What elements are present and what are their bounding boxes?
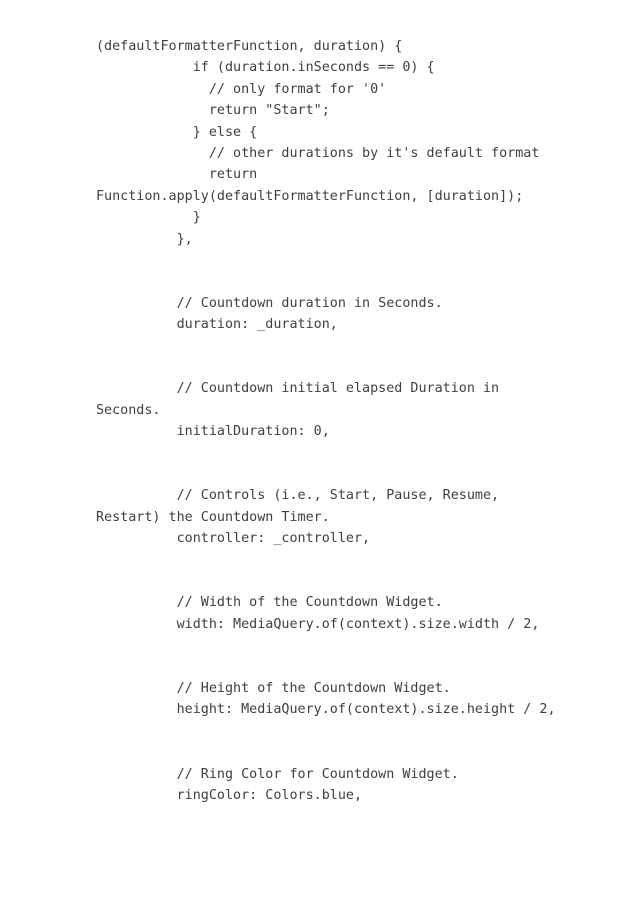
code-comment: Restart) the Countdown Timer. [96,509,330,525]
code-line: return "Start"; [96,103,330,119]
blank-line [96,464,626,485]
code-comment: // Controls (i.e., Start, Pause, Resume, [96,488,500,504]
blank-line [96,721,626,742]
code-line: } [96,210,201,226]
blank-line [96,657,626,678]
code-comment: // Height of the Countdown Widget. [96,681,451,697]
code-line: duration: _duration, [96,317,338,333]
code-line: if (duration.inSeconds == 0) { [96,60,435,76]
blank-line [96,571,626,592]
blank-line [96,336,626,357]
blank-line [96,635,626,656]
code-comment: Seconds. [96,402,161,418]
code-block [96,36,626,806]
code-line: ringColor: Colors.blue, [96,788,363,804]
code-line: // only format for '0' [96,81,387,97]
code-line: height: MediaQuery.of(context).size.height / 2, [96,702,556,718]
blank-line [96,550,626,571]
code-line: } else { [96,124,258,140]
code-line: width: MediaQuery.of(context).size.width / 2, [96,616,540,632]
code-comment: // Ring Color for Countdown Widget. [96,766,459,782]
blank-line [96,357,626,378]
code-line: (defaultFormatterFunction, duration) { [96,39,403,54]
code-line: // other durations by it's default format [96,146,540,162]
code-comment: // Countdown duration in Seconds. [96,295,443,311]
code-line: return [96,167,258,183]
code-line: }, [96,231,193,247]
blank-line [96,443,626,464]
code-line: controller: _controller, [96,531,371,547]
code-comment: // Countdown initial elapsed Duration in [96,381,500,397]
blank-line [96,250,626,271]
blank-line [96,271,626,292]
code-comment: // Width of the Countdown Widget. [96,595,443,611]
blank-line [96,742,626,763]
code-line: Function.apply(defaultFormatterFunction, [duration]); [96,188,524,204]
code-line: initialDuration: 0, [96,424,330,440]
